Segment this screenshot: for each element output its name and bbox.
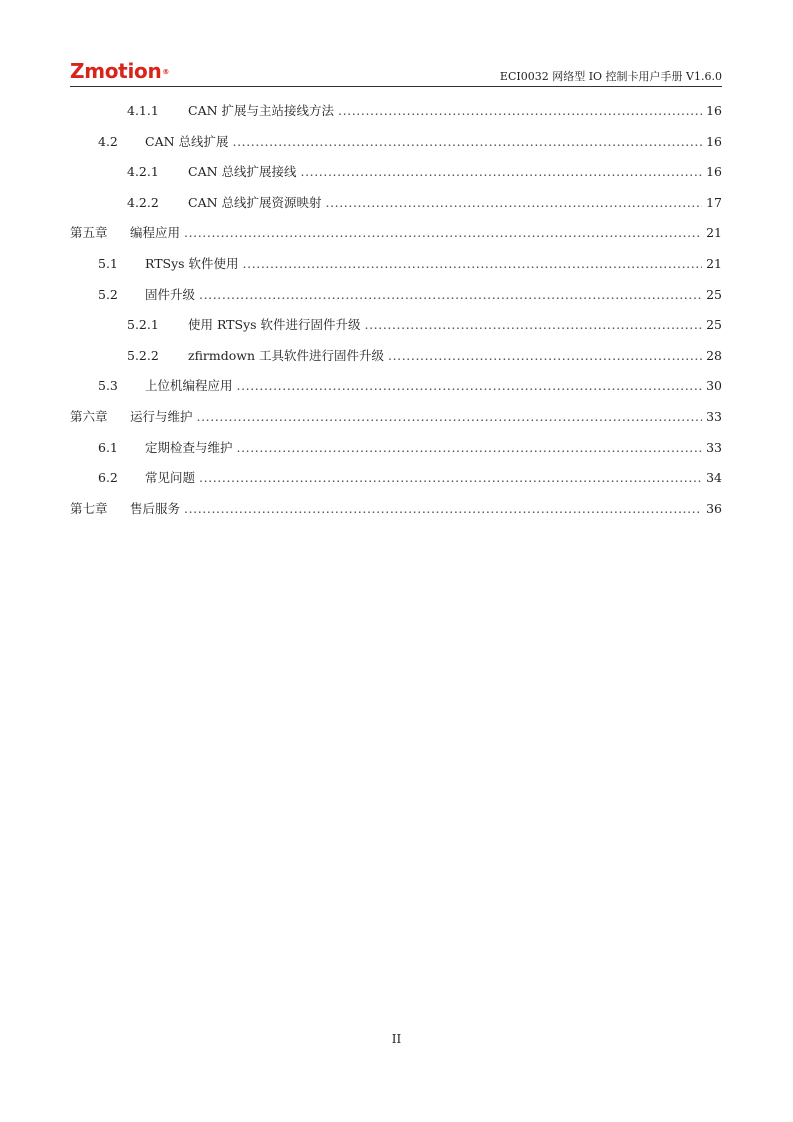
toc-entry[interactable]: [70, 157, 722, 188]
toc-entry-title: CAN 总线扩展接线: [188, 164, 297, 180]
toc-dot-leader: [237, 371, 703, 402]
toc-dot-leader: [326, 188, 703, 219]
toc-entry-title: 常见问题: [145, 470, 196, 486]
toc-dot-leader: [197, 402, 703, 433]
toc-entry-title: 上位机编程应用: [145, 378, 233, 394]
toc-entry-title: RTSys 软件使用: [145, 255, 239, 271]
logo-text: Zmotion: [70, 59, 162, 83]
toc-entry-number: 4.2.2: [127, 194, 159, 210]
toc-entry[interactable]: [70, 280, 722, 311]
table-of-contents: [70, 96, 722, 524]
toc-entry-page: 16: [706, 103, 722, 118]
toc-entry-title: 运行与维护: [130, 408, 193, 424]
toc-entry-title: CAN 总线扩展: [145, 133, 229, 149]
toc-entry[interactable]: [70, 127, 722, 158]
toc-dot-leader: [365, 310, 703, 341]
page-header: [70, 60, 722, 87]
toc-entry-number: 5.2.2: [127, 347, 159, 363]
toc-entry-number: 第七章: [70, 500, 108, 516]
toc-dot-leader: [233, 127, 703, 158]
toc-entry-page: 25: [706, 317, 722, 333]
toc-dot-leader: [338, 96, 702, 127]
registered-mark: ®: [162, 68, 170, 76]
toc-entry[interactable]: [70, 463, 722, 494]
toc-entry-title: CAN 扩展与主站接线方法: [188, 103, 335, 118]
toc-entry-number: 4.2: [98, 133, 118, 149]
toc-dot-leader: [199, 280, 702, 311]
toc-entry-title: 定期检查与维护: [145, 439, 233, 455]
toc-entry-title: zfirmdown 工具软件进行固件升级: [188, 347, 385, 363]
toc-entry-number: 5.2: [98, 286, 118, 302]
toc-entry-page: 16: [706, 164, 722, 180]
toc-entry-number: 5.1: [98, 255, 118, 271]
toc-entry[interactable]: [70, 402, 722, 433]
toc-dot-leader: [243, 249, 703, 280]
toc-entry[interactable]: [70, 494, 722, 525]
toc-entry-page: 28: [706, 347, 722, 363]
toc-entry-title: 使用 RTSys 软件进行固件升级: [188, 317, 361, 333]
toc-entry-number: 5.2.1: [127, 317, 159, 333]
toc-dot-leader: [184, 494, 702, 525]
toc-dot-leader: [184, 218, 702, 249]
toc-entry-number: 6.2: [98, 470, 118, 486]
toc-entry[interactable]: [70, 341, 722, 372]
toc-entry[interactable]: [70, 218, 722, 249]
toc-entry-title: 编程应用: [130, 225, 181, 241]
toc-entry-title: CAN 总线扩展资源映射: [188, 194, 322, 210]
toc-entry[interactable]: [70, 310, 722, 341]
toc-dot-leader: [301, 157, 703, 188]
toc-dot-leader: [388, 341, 702, 372]
toc-entry[interactable]: [70, 371, 722, 402]
toc-entry-page: 16: [706, 133, 722, 149]
document-title: ECI0032 网络型 IO 控制卡用户手册 V1.6.0: [499, 70, 722, 83]
toc-entry-page: 17: [706, 194, 722, 210]
toc-entry-number: 第六章: [70, 408, 108, 424]
toc-dot-leader: [199, 463, 702, 494]
toc-entry-page: 21: [706, 225, 722, 241]
toc-entry[interactable]: [70, 188, 722, 219]
toc-entry-page: 21: [706, 255, 722, 271]
toc-entry-page: 34: [706, 470, 722, 486]
toc-entry[interactable]: [70, 249, 722, 280]
toc-entry-page: 33: [706, 408, 722, 424]
toc-entry-title: 固件升级: [145, 286, 196, 302]
toc-entry-number: 4.2.1: [127, 164, 159, 180]
toc-entry[interactable]: [70, 433, 722, 464]
toc-dot-leader: [237, 433, 703, 464]
toc-entry-number: 第五章: [70, 225, 108, 241]
toc-entry-page: 33: [706, 439, 722, 455]
page-number: II: [391, 1032, 402, 1046]
toc-entry-number: 4.1.1: [127, 103, 159, 118]
toc-entry-page: 36: [706, 500, 722, 516]
toc-entry-page: 30: [706, 378, 722, 394]
toc-entry-title: 售后服务: [130, 500, 181, 516]
zmotion-logo: [70, 60, 169, 82]
toc-entry-page: 25: [706, 286, 722, 302]
toc-entry-number: 5.3: [98, 378, 118, 394]
toc-entry-number: 6.1: [98, 439, 118, 455]
toc-entry[interactable]: [70, 96, 722, 127]
